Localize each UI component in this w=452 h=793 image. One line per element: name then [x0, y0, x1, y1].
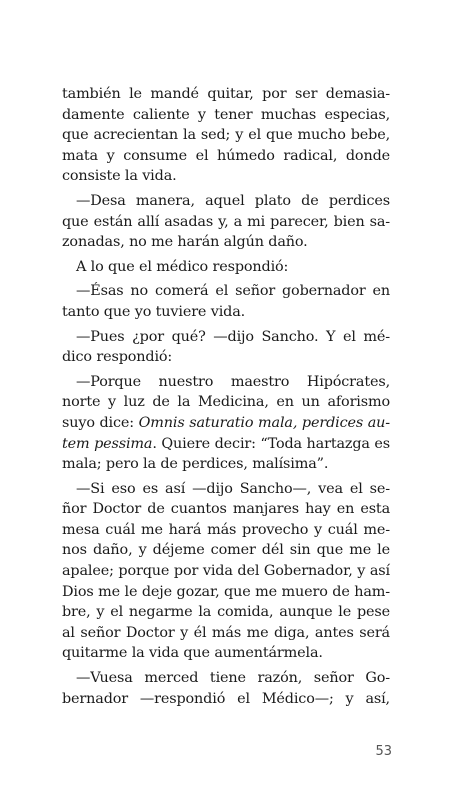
text-fragment: . Quiere decir: “Toda hartazga es [152, 435, 390, 452]
text-line: dico respondió: [62, 349, 173, 366]
text-line: —Ésas no comerá el señor gobernador en [76, 283, 390, 300]
text-line: mala; pero la de perdices, malísima”. [62, 456, 329, 473]
text-line: norte y luz de la Medicina, en un aforismo [62, 394, 390, 411]
text-line: consiste la vida. [62, 168, 177, 185]
text-line: Dios me le deje gozar, que me muero de ham- [62, 583, 390, 600]
text-line: —Vuesa merced tiene razón, señor Go- [76, 670, 390, 687]
text-line: nos daño, y déjeme comer dél sin que me le [62, 542, 390, 559]
text-line: mata y consume el húmedo radical, donde [62, 147, 390, 164]
text-fragment: suyo dice: [62, 414, 139, 431]
text-line: —Pues ¿por qué? —dijo Sancho. Y el mé- [76, 328, 390, 345]
text-line: —Si eso es así —dijo Sancho—, vea el se- [76, 480, 390, 497]
text-line: —Desa manera, aquel plato de perdices [76, 192, 390, 209]
text-line: quitarme la vida que aumentármela. [62, 645, 323, 662]
text-line: ñor Doctor de cuantos manjares hay en esta [62, 501, 390, 518]
text-line: mesa cuál me hará más provecho y cuál me- [62, 521, 390, 538]
text-line: zonadas, no me harán algún daño. [62, 234, 308, 251]
text-line: que acrecientan la sed; y el que mucho bebe, [62, 127, 390, 144]
text-line: bre, y el negarme la comida, aunque le pese [62, 604, 390, 621]
text-line: tanto que yo tuviere vida. [62, 303, 246, 320]
latin-quote: tem pessima [62, 435, 153, 452]
text-line: damente caliente y tener muchas especias, [62, 106, 390, 123]
text-line: también le mandé quitar, por ser demasia- [62, 86, 390, 102]
text-line: apalee; porque por vida del Gobernador, y así [62, 563, 390, 580]
text-line: —Porque nuestro maestro Hipócrates, [76, 373, 390, 390]
text-line: bernador —respondió el Médico—; y así, [62, 690, 390, 707]
text-line [62, 434, 390, 455]
body-text [62, 84, 390, 709]
latin-quote: Omnis saturatio mala, perdices au- [138, 414, 390, 431]
page-number: 53 [375, 744, 392, 759]
text-line: que están allí asadas y, a mi parecer, bien sa- [62, 213, 390, 230]
text-line [62, 413, 390, 434]
text-line: A lo que el médico respondió: [76, 258, 289, 275]
text-line: al señor Doctor y él más me diga, antes será [62, 624, 390, 641]
